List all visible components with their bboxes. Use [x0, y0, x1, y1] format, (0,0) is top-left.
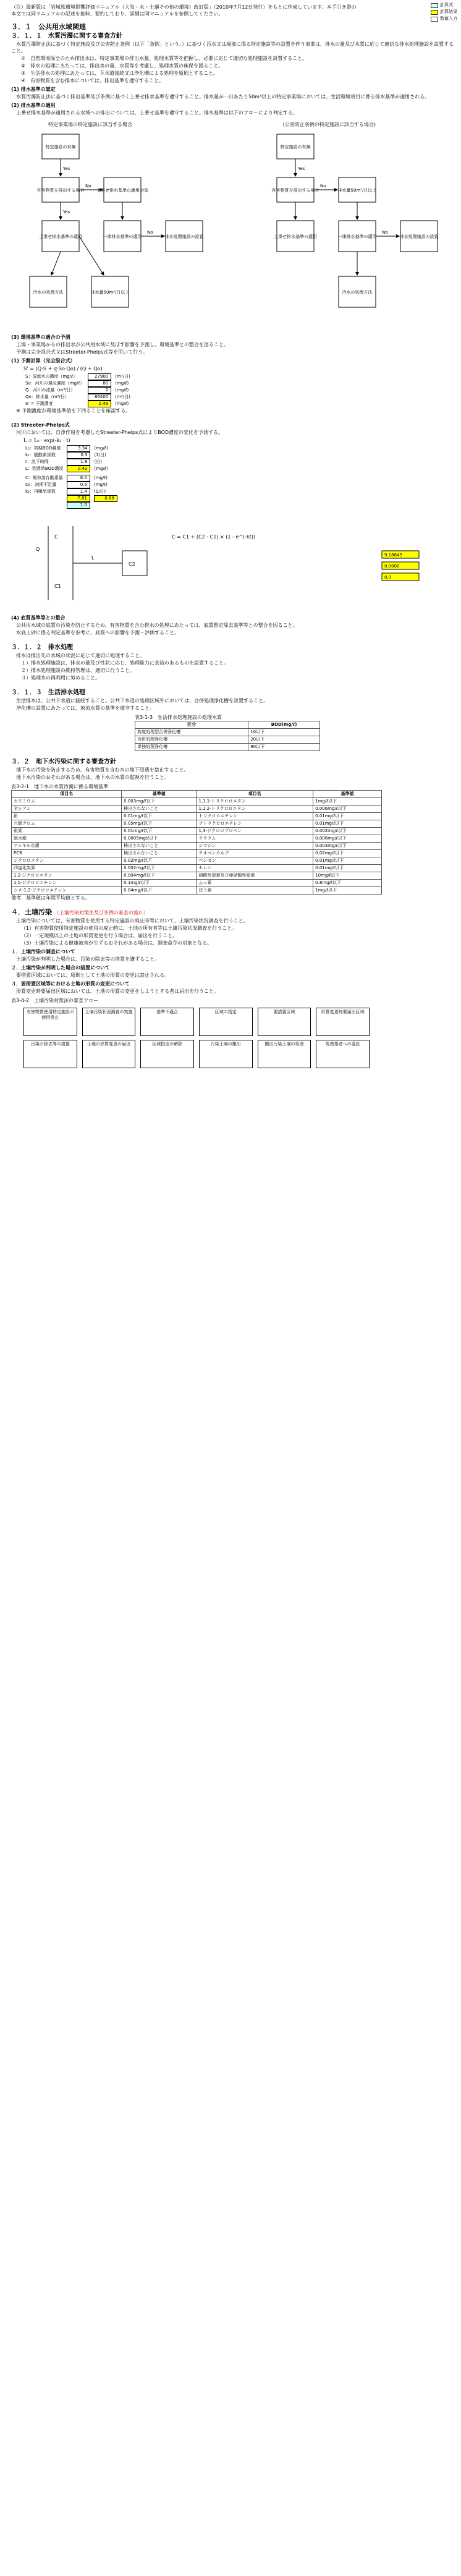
- calc-unit: (m³/日): [115, 394, 130, 399]
- flow-title-left: 特定事業場の特定施設に該当する場合: [48, 122, 132, 127]
- table-note: 備考 基準値は年間平均値とする。: [11, 895, 90, 901]
- table-cell: 0.02mg/ℓ以下: [122, 857, 197, 865]
- heading: ３．要措置区域等における土地の形質の変更について: [11, 981, 130, 987]
- table-header: 項目名: [12, 791, 122, 798]
- diagram-label: L: [91, 555, 95, 561]
- legend-label: 計算結果: [440, 9, 457, 14]
- table-cell: 0.04mg/ℓ以下: [122, 887, 197, 895]
- flow-box: 処理業者への委託: [316, 1040, 370, 1068]
- paragraph: ② 排水の処理にあたっては、排出水の量、水質等を考慮し、処理水質の確保を図ること。: [21, 63, 224, 69]
- calc-unit: (mg/ℓ): [115, 381, 129, 386]
- flow-box: 土地の形質変更の届出: [82, 1040, 136, 1068]
- table-cell: 四塩化炭素: [12, 865, 122, 872]
- groundwater-table: [11, 790, 382, 895]
- paragraph: ① 自然環境保全のため排出水は、特定事業場の排出水量、処理水質等を把握し、必要に応じて適切な処理施設を設置すること。: [21, 56, 308, 61]
- table-cell: 1,3-ジクロロプロペン: [197, 828, 313, 835]
- table-header-row: [135, 721, 320, 729]
- table-cell: 0.006mg/ℓ以下: [313, 835, 382, 843]
- calc-input[interactable]: 80: [88, 380, 111, 387]
- soil-flow: [23, 1008, 370, 1068]
- calc-input[interactable]: 1.8: [67, 459, 90, 465]
- table-cell: 砒素: [12, 828, 122, 835]
- calc-label: L₀：初期BOD濃度: [25, 446, 61, 451]
- flow-box: 特定施設の有無: [280, 145, 311, 150]
- table-cell: シス-1,2-ジクロロエチレン: [12, 887, 122, 895]
- paragraph: 水質汚濁防止法に基づく排出基準及び条例に基づく上乗せ排水基準を遵守すること。排水量が一日あたり50m³以上の特定事業場においては、生活環境項目に係る排水基準が適用される。: [16, 94, 430, 100]
- calc-unit: (mg/ℓ): [94, 446, 108, 451]
- flow-box: 上乗せ排水基準の適用対象: [96, 188, 148, 193]
- heading: (4) 底質基準等との整合: [11, 615, 66, 621]
- table-cell: 鉛: [12, 813, 122, 820]
- calc-unit: (mg/ℓ): [94, 466, 108, 471]
- paragraph: 工場・事業場からの排出水が公共用水域に及ぼす影響を予測し、環境基準との整合を図ること。: [16, 342, 229, 347]
- table-cell: 単独処理浄化槽: [135, 744, 248, 751]
- flow-box: 特定施設の有無: [45, 145, 76, 150]
- table-cell: チウラム: [197, 835, 313, 843]
- flow-box: 汚水の処理方法: [33, 290, 64, 295]
- calc-input[interactable]: 1.4: [67, 488, 90, 495]
- table-cell: 0.01mg/ℓ以下: [313, 813, 382, 820]
- calc-label: k₁：脱酸素係数: [25, 453, 56, 457]
- legend: [431, 2, 457, 23]
- flow-box: 排水量50m³/日以上: [90, 290, 130, 295]
- calc-unit: (mg/ℓ): [93, 475, 108, 480]
- flow-box: 搬出汚染土壌の処理: [258, 1040, 311, 1068]
- paragraph: ２）排水処理施設の維持管理は、適切に行うこと。: [21, 668, 135, 673]
- paragraph: 排水は排出先の水域の状況に応じて適切に処理すること。: [16, 653, 145, 658]
- calc-label: C：飽和溶存酸素量: [25, 475, 63, 480]
- table-header: 基準値: [313, 791, 382, 798]
- table-cell: 高度処理型合併浄化槽: [135, 729, 248, 736]
- calc-input[interactable]: 2: [88, 387, 111, 394]
- flow-box: 排水処理施設の設置: [164, 234, 204, 239]
- heading: １．土壌汚染の調査について: [11, 949, 75, 954]
- flow-yes: Yes: [63, 166, 70, 171]
- table-cell: 1,1,2-トリクロロエタン: [197, 806, 313, 813]
- table-cell: 0.1mg/ℓ以下: [122, 880, 197, 887]
- heading: (2) Streeter-Phelps式: [11, 422, 70, 428]
- heading: ２．土壌汚染が判明した場合の措置について: [11, 965, 110, 971]
- subsection-title: ３．１．２ 排水処理: [11, 644, 73, 651]
- table-header: 基準値: [122, 791, 197, 798]
- calc-label: So：河川の現況濃度（mg/ℓ）: [25, 381, 85, 386]
- calc-unit: (mg/ℓ): [115, 388, 129, 393]
- table-cell: 0.006mg/ℓ以下: [313, 806, 382, 813]
- calc-label: Q：河川の流量（m³/日）: [25, 388, 75, 393]
- paragraph: 土壌汚染が判明した場合は、汚染の除去等の措置を講ずること。: [16, 956, 159, 962]
- table-cell: 0.01mg/ℓ以下: [122, 813, 197, 820]
- legend-label: 計算式: [440, 2, 453, 7]
- flow-box: 一律排水基準の適用: [337, 234, 377, 239]
- table-cell: 検出されないこと: [122, 850, 197, 857]
- heading: (1) 予測計算（完全混合式）: [11, 358, 75, 363]
- paragraph: 公共用水域の底質の汚染を防止するため、有害物質を含む排水の処理にあたっては、底質暫定除去基準等との整合を図ること。: [16, 623, 298, 628]
- flow-yes: Yes: [63, 210, 70, 215]
- legend-item: [431, 2, 457, 8]
- calc-row: [23, 452, 109, 459]
- paragraph: 河川においては、自浄作用を考慮したStreeter-Phelps式によりBOD濃度の変化を予測する。: [16, 430, 223, 435]
- flow-box: 区域の指定: [199, 1008, 253, 1036]
- calc-input[interactable]: 3.34: [67, 445, 90, 452]
- subsection-title: ３．１．３ 生活排水処理: [11, 689, 85, 696]
- table-caption: 表3-4-2 土壌汚染対策法の審査フロー: [11, 998, 99, 1003]
- paragraph: 生活排水は、公共下水道に接続すること。公共下水道の処理区域外においては、合併処理浄化槽を設置すること。: [16, 698, 268, 704]
- table-cell: 0.01mg/ℓ以下: [313, 820, 382, 828]
- heading: (3) 環境基準の適合の予測: [11, 334, 70, 340]
- flow-box: 有害物質を排出する場合: [36, 188, 85, 193]
- table-caption: 表3-2-1 地下水の水質汚濁に係る環境基準: [11, 784, 109, 789]
- legend-swatch: [431, 17, 438, 22]
- table-row: [12, 798, 382, 806]
- table-cell: カドミウム: [12, 798, 122, 806]
- diagram-value: 0.0000: [384, 564, 400, 569]
- legend-label: 数値入力: [440, 16, 457, 21]
- table-cell: 0.8mg/ℓ以下: [313, 880, 382, 887]
- calc-unit: (m³/日): [115, 374, 130, 379]
- calc-label: Qo：排水量（m³/日）: [25, 394, 69, 399]
- paragraph: ④ 有害物質を含む排水については、排出基準を遵守すること。: [21, 78, 164, 83]
- heading: (1) 排水基準の認定: [11, 87, 56, 92]
- calc-unit: (1/日): [93, 489, 106, 494]
- flow-box: 土壌汚染状況調査の実施: [82, 1008, 136, 1036]
- paragraph: 水質汚濁防止法に基づく特定施設及び公害防止条例（以下「条例」という。）に基づく汚水又は廃液に係る特定施設等の設置を伴う事業は、排水の量及び水質に応じて適切な排水処理施設を設置すること。: [11, 41, 454, 54]
- calc-label: L：到達時BOD濃度: [25, 466, 64, 471]
- table-row: [12, 872, 382, 880]
- paragraph: 形質変更時要届出区域においては、土地の形質の変更をしようとする者は届出を行うこと。: [16, 988, 219, 994]
- paragraph: ※ 予測濃度が環境基準値を下回ることを確認する。: [16, 408, 131, 414]
- table-cell: トリクロロエチレン: [197, 813, 313, 820]
- table-cell: 10mg/ℓ以下: [313, 872, 382, 880]
- diagram-value: 9.18645: [384, 553, 402, 558]
- paragraph: 地下水汚染のおそれがある場合は、地下水の水質の監視を行うこと。: [16, 775, 169, 780]
- table-cell: 合併処理浄化槽: [135, 736, 248, 744]
- calc-label: t：流下時間: [25, 459, 49, 464]
- flow-yes: Yes: [298, 166, 305, 171]
- table-cell: 90以下: [248, 744, 320, 751]
- table-row: [12, 820, 382, 828]
- table-caption: 表3-1-3 生活排水処理施設の処理水質: [135, 715, 222, 720]
- diagram-label: C1: [54, 584, 61, 589]
- calc-label: k₂：再曝気係数: [25, 489, 56, 494]
- table-cell: 0.003mg/ℓ以下: [313, 843, 382, 850]
- flow-box: 汚水の処理方法: [342, 290, 373, 295]
- table-cell: 全シアン: [12, 806, 122, 813]
- paragraph: １）排水処理施設は、排水の量及び性状に応じ、処理能力に余裕のあるものを設置すること。: [21, 660, 229, 666]
- calc-row: [23, 502, 119, 509]
- flow-no: No: [382, 230, 388, 235]
- table-row: [12, 828, 382, 835]
- diagram-label: C2: [129, 561, 135, 567]
- diagram-formula: C = C1 + (C2 - C1) × (1 - e^(-kt)): [172, 534, 256, 540]
- mixing-diagram: [11, 514, 444, 613]
- table-cell: ほう素: [197, 887, 313, 895]
- calc-result: 0.42: [67, 465, 90, 472]
- formula: L = L₀ · exp(-k₁ · t): [23, 438, 70, 443]
- table-cell: 10以下: [248, 729, 320, 736]
- table-row: [135, 729, 320, 736]
- section-title: ３．１ 公共用水域関連: [11, 23, 86, 31]
- paragraph: 土壌汚染については、有害物質を使用する特定施設の廃止時等において、土壌汚染状況調査を行うこと。: [16, 918, 248, 924]
- flow-diagram-1: [11, 128, 444, 332]
- flow-title-right: (公害防止条例の特定施設に該当する場合): [282, 122, 376, 127]
- table-cell: 0.01mg/ℓ以下: [313, 865, 382, 872]
- table-row: [12, 880, 382, 887]
- calc-unit: (1/日): [94, 453, 106, 457]
- table-row: [12, 850, 382, 857]
- paragraph: ③ 生活排水の処理にあたっては、下水道接続又は浄化槽による処理を原則とすること。: [21, 70, 219, 76]
- paragraph: ３）処理水の再利用に努めること。: [21, 675, 100, 681]
- flow-box: 排水処理施設の設置: [399, 234, 439, 239]
- calc-row: [23, 482, 119, 488]
- calc-result: 7.81: [67, 495, 90, 502]
- table-header: 区分: [135, 721, 248, 729]
- table-cell: 1,1-ジクロロエチレン: [12, 880, 122, 887]
- table-cell: セレン: [197, 865, 313, 872]
- paragraph: 予測は完全混合式又はStreeter-Phelps式等を用いて行う。: [16, 349, 148, 355]
- flow-box: 排水量50m³/日以上: [337, 188, 377, 193]
- legend-swatch: [431, 3, 438, 8]
- calc-row: [23, 394, 132, 401]
- table-cell: 1mg/ℓ以下: [313, 887, 382, 895]
- table-cell: 0.002mg/ℓ以下: [313, 828, 382, 835]
- table-row: [12, 887, 382, 895]
- calc-row: [23, 387, 132, 394]
- table-cell: 0.003mg/ℓ以下: [122, 798, 197, 806]
- table-cell: 0.02mg/ℓ以下: [313, 850, 382, 857]
- calc-unit: (mg/ℓ): [93, 482, 108, 487]
- calc-table: [23, 475, 119, 509]
- table-cell: 六価クロム: [12, 820, 122, 828]
- calc-unit: (mg/ℓ): [115, 401, 129, 406]
- table-cell: 総水銀: [12, 835, 122, 843]
- table-cell: 0.01mg/ℓ以下: [122, 828, 197, 835]
- table-cell: 1,1,1-トリクロロエタン: [197, 798, 313, 806]
- table-cell: ふっ素: [197, 880, 313, 887]
- legend-item: [431, 9, 457, 15]
- table-cell: 0.0005mg/ℓ以下: [122, 835, 197, 843]
- calc-label: S：放流水の濃度（mg/ℓ）: [25, 374, 77, 379]
- diagram-label: C: [54, 534, 58, 540]
- calc-result: 2.49: [88, 401, 111, 407]
- flow-box: 区域指定の解除: [140, 1040, 194, 1068]
- paragraph: 要措置区域においては、原則として土地の形質の変更は禁止される。: [16, 972, 169, 978]
- flow-no: No: [320, 184, 326, 189]
- calc-input[interactable]: 27900: [88, 373, 111, 380]
- flow-box: 上乗せ排水基準の適用: [274, 234, 317, 239]
- flow-box: 汚染土壌の搬出: [199, 1040, 253, 1068]
- table-cell: テトラクロロエチレン: [197, 820, 313, 828]
- legend-item: [431, 16, 457, 22]
- calc-row: [23, 380, 132, 387]
- table-cell: 1mg/ℓ以下: [313, 798, 382, 806]
- table-row: [12, 835, 382, 843]
- calc-table: [23, 373, 132, 407]
- paragraph: 浄化槽の設置にあたっては、放流水質の基準を遵守すること。: [16, 705, 154, 711]
- section-title: [11, 909, 454, 916]
- flow-no: No: [85, 184, 91, 189]
- header-note: （注）最新版は「岩城県環境影響評価マニュアル（大気・水・土壌その他の環境）改訂版」（2010年7月12日発行）をもとに作成しています。本手引き書の本文では同マニュアルの記述を抜粋、要約しており、詳細は同マニュアルを参照してください。: [11, 4, 357, 17]
- paragraph: （3）土壌汚染による健康被害が生ずるおそれがある場合は、調査命令の対象となる。: [21, 940, 213, 946]
- calc-input[interactable]: 86400: [88, 394, 111, 401]
- flow-titles: [11, 121, 438, 128]
- table-row: [12, 813, 382, 820]
- section-subtitle: （土壌汚染対策法及び条例の審査の流れ）: [54, 910, 148, 916]
- table-cell: 硝酸性窒素及び亜硝酸性窒素: [197, 872, 313, 880]
- calc-row: [23, 488, 119, 495]
- diagram-value: 0.0: [384, 575, 392, 580]
- table-cell: 0.002mg/ℓ以下: [122, 865, 197, 872]
- calc-unit: (日): [94, 459, 102, 464]
- table-cell: ベンゼン: [197, 857, 313, 865]
- table-cell: 1,2-ジクロロエタン: [12, 872, 122, 880]
- table-cell: チオベンカルブ: [197, 850, 313, 857]
- legend-swatch: [431, 10, 438, 15]
- formula: S' = (Q·S + q·So·Qo) / (Q + Qo): [23, 366, 103, 372]
- paragraph: （2）一定規模以上の土地の形質変更を行う場合は、届出を行うこと。: [21, 933, 178, 938]
- calc-row: [23, 465, 109, 472]
- paragraph: 地下水の汚染を防止するため、有害物質を含む水の地下浸透を禁止すること。: [16, 767, 189, 773]
- table-row: [12, 857, 382, 865]
- table-cell: ジクロロメタン: [12, 857, 122, 865]
- table-cell: 検出されないこと: [122, 806, 197, 813]
- flow-box: 有害物質使用特定施設の使用廃止: [23, 1008, 77, 1036]
- flow-box: 上乗せ排水基準の適用: [39, 234, 82, 239]
- calc-row: [23, 445, 109, 452]
- table-cell: 0.004mg/ℓ以下: [122, 872, 197, 880]
- table-cell: 検出されないこと: [122, 843, 197, 850]
- table-header-row: [12, 791, 382, 798]
- table-header: BOD(mg/ℓ): [248, 721, 320, 729]
- table-cell: 0.05mg/ℓ以下: [122, 820, 197, 828]
- calc-input[interactable]: 8.0: [67, 475, 90, 482]
- paragraph: （1）有害物質使用特定施設の使用の廃止時に、土地の所有者等は土壌汚染状況調査を行うこと。: [21, 925, 237, 931]
- calc-row: [23, 401, 132, 407]
- calc-label: S' = 予測濃度: [25, 401, 53, 406]
- calc-row: [23, 495, 119, 502]
- table-cell: 0.01mg/ℓ以下: [313, 857, 382, 865]
- table-cell: シマジン: [197, 843, 313, 850]
- table-cell: 20以下: [248, 736, 320, 744]
- section-title-text: ４．土壌汚染: [11, 908, 52, 916]
- calc-result: 0.68: [94, 495, 117, 502]
- diagram-label: Q: [36, 546, 40, 552]
- paragraph: 上乗せ排水基準が適用される水域への排出については、上乗せ基準を遵守すること。排水基準は以下のフローにより判定する。: [16, 110, 298, 116]
- table-cell: アルキル水銀: [12, 843, 122, 850]
- calc-row: [23, 459, 109, 465]
- flow-box: 基準不適合: [140, 1008, 194, 1036]
- flow-box: 形質変更時要届出区域: [316, 1008, 370, 1036]
- table-row: [12, 806, 382, 813]
- paragraph: 水底土砂に係る判定基準を参考に、底質への影響を予測・評価すること。: [16, 630, 179, 635]
- calc-input[interactable]: 0.3: [67, 452, 90, 459]
- subsection-title: ３．１．１ 水質汚濁に関する審査方針: [11, 33, 122, 40]
- calc-table: [23, 445, 109, 472]
- flow-box: 要措置区域: [258, 1008, 311, 1036]
- subsection-title: ３．２ 地下水汚染に関する審査方針: [11, 759, 116, 765]
- treatment-table: [135, 721, 320, 751]
- flow-no: No: [147, 230, 153, 235]
- table-row: [12, 865, 382, 872]
- calc-label: D₀：初期不足量: [25, 482, 57, 487]
- flow-box: 一律排水基準の適用: [103, 234, 142, 239]
- calc-input[interactable]: 0.5: [67, 482, 90, 488]
- table-row: [135, 736, 320, 744]
- table-row: [135, 744, 320, 751]
- table-cell: PCB: [12, 850, 122, 857]
- flow-box: 汚染の除去等の措置: [23, 1040, 77, 1068]
- flow-box: 有害物質を排出する場合: [271, 188, 319, 193]
- calc-result: 1.0: [67, 502, 90, 509]
- table-header: 項目名: [197, 791, 313, 798]
- calc-row: [23, 475, 119, 482]
- heading: (2) 排水基準の適用: [11, 103, 56, 108]
- table-row: [12, 843, 382, 850]
- calc-row: [23, 373, 132, 380]
